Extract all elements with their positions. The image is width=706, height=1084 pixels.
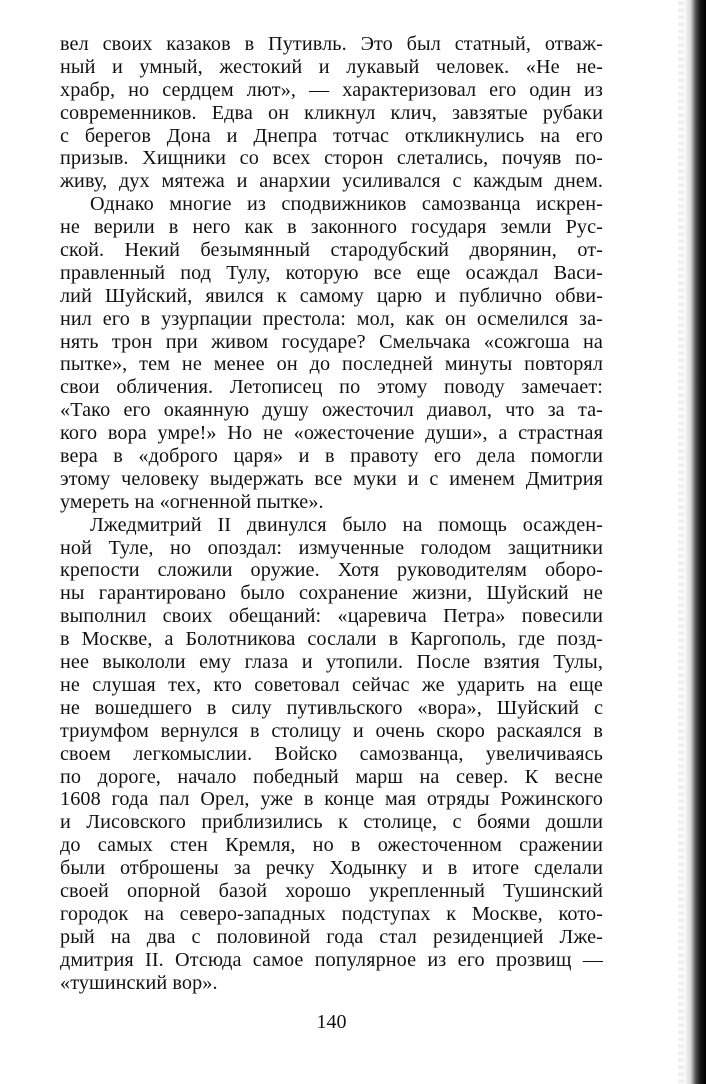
text-line: нять трон при живом государе? Смельчака «сожгоша на bbox=[60, 330, 603, 353]
text-line: живу, дух мятежа и анархии усиливался с каждым днем. bbox=[60, 170, 603, 193]
text-line: дмитрия II. Отсюда самое популярное из его прозвищ — bbox=[60, 948, 603, 971]
text-line: пытке», тем не менее он до последней минуты повторял bbox=[60, 353, 603, 376]
scan-edge bbox=[684, 0, 706, 1084]
text-line: ской. Некий безымянный стародубский дворянин, от- bbox=[60, 239, 603, 262]
paragraph-1 bbox=[60, 33, 603, 193]
text-line: ной Туле, но опоздал: измученные голодом защитники bbox=[60, 536, 603, 559]
text-line: Однако многие из сподвижников самозванца искрен- bbox=[90, 193, 603, 216]
text-line: Лжедмитрий II двинулся было на помощь осажден- bbox=[90, 513, 603, 536]
text-line: этому человеку выдержать все муки и с именем Дмитрия bbox=[60, 467, 603, 490]
text-line: храбр, но сердцем лют», — характеризовал его один из bbox=[60, 78, 603, 101]
text-line: выполнил своих обещаний: «царевича Петра» повесили bbox=[60, 605, 603, 628]
text-line: рый на два с половиной года стал резиденцией Лже- bbox=[60, 925, 603, 948]
text-line: вера в «доброго царя» и в правоту его дела помогли bbox=[60, 445, 603, 468]
text-line: не верили в него как в законного государя земли Рус- bbox=[60, 216, 603, 239]
body-text bbox=[60, 33, 603, 994]
text-line: 1608 года пал Орел, уже в конце мая отряды Рожинского bbox=[60, 788, 603, 811]
text-line: по дороге, начало победный марш на север. К весне bbox=[60, 765, 603, 788]
text-line: умереть на «огненной пытке». bbox=[60, 490, 324, 513]
text-line: городок на северо-западных подступах к Москве, кото- bbox=[60, 902, 603, 925]
text-line: своей опорной базой хорошо укрепленный Тушинский bbox=[60, 879, 603, 902]
text-line: «тушинский вор». bbox=[60, 971, 218, 994]
text-line: не вошедшего в силу путивльского «вора», Шуйский с bbox=[60, 696, 603, 719]
text-line: вел своих казаков в Путивль. Это был статный, отваж- bbox=[60, 33, 603, 55]
text-line: правленный под Тулу, которую все еще осаждал Васи- bbox=[60, 261, 603, 284]
text-line: кого вора умре!» Но не «ожесточение души», а страстная bbox=[60, 422, 603, 445]
text-line: лий Шуйский, явился к самому царю и публично обви- bbox=[60, 284, 603, 307]
text-line: современников. Едва он кликнул клич, завзятые рубаки bbox=[60, 101, 603, 124]
paragraph-2 bbox=[60, 193, 603, 513]
text-line: своем легкомыслии. Войско самозванца, увеличиваясь bbox=[60, 742, 603, 765]
text-line: нее выкололи ему глаза и утопили. После взятия Тулы, bbox=[60, 651, 603, 674]
text-line: в Москве, а Болотникова сослали в Каргополь, где позд- bbox=[60, 628, 603, 651]
text-line: до самых стен Кремля, но в ожесточенном сражении bbox=[60, 834, 603, 857]
paragraph-3 bbox=[60, 514, 603, 995]
text-line: призыв. Хищники со всех сторон слетались, почуяв по- bbox=[60, 147, 603, 170]
text-line: ный и умный, жестокий и лукавый человек. «Не не- bbox=[60, 55, 603, 78]
text-line: «Тако его окаянную душу ожесточил диавол, что за та- bbox=[60, 399, 603, 422]
text-line: триумфом вернулся в столицу и очень скоро раскаялся в bbox=[60, 719, 603, 742]
page-number: 140 bbox=[316, 1011, 347, 1033]
text-line: нил его в узурпации престола: мол, как он осмелился за- bbox=[60, 307, 603, 330]
text-line: с берегов Дона и Днепра тотчас откликнулись на его bbox=[60, 124, 603, 147]
text-line: и Лисовского приблизились к столице, с боями дошли bbox=[60, 811, 603, 834]
text-line: крепости сложили оружие. Хотя руководителям оборо- bbox=[60, 559, 603, 582]
text-line: не слушая тех, кто советовал сейчас же ударить на еще bbox=[60, 673, 603, 696]
text-line: были отброшены за речку Ходынку и в итоге сделали bbox=[60, 857, 603, 880]
text-line: ны гарантировано было сохранение жизни, Шуйский не bbox=[60, 582, 603, 605]
text-line: свои обличения. Летописец по этому поводу замечает: bbox=[60, 376, 603, 399]
